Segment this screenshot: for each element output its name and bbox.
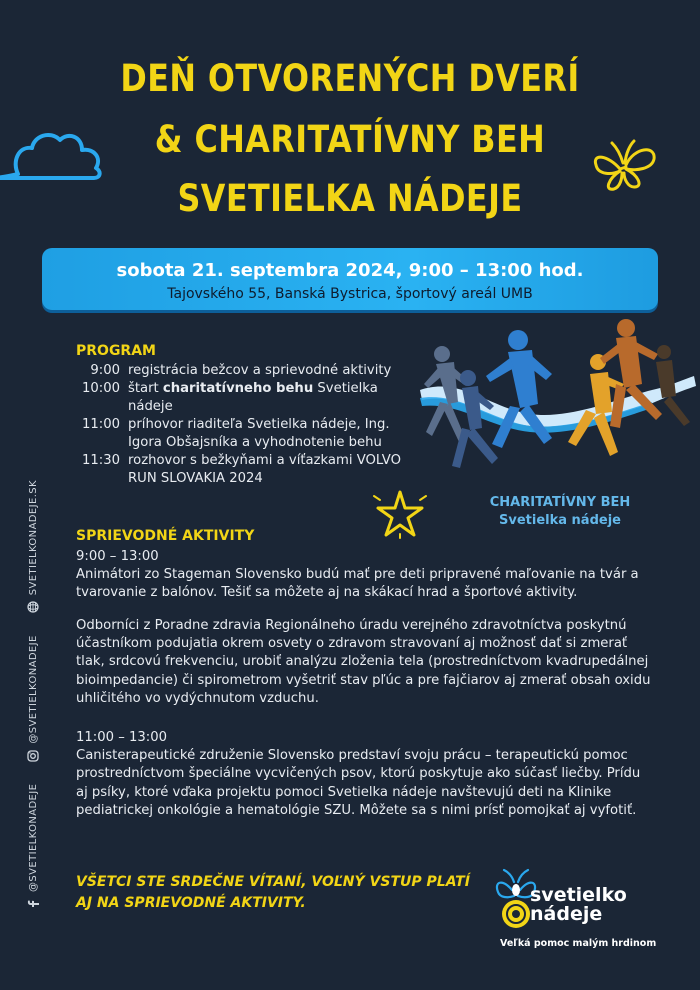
logo-tagline: Veľká pomoc malým hrdinom	[500, 938, 657, 949]
program-text-pre: štart	[128, 381, 163, 396]
program-text-post: Svetielka nádeje	[128, 381, 378, 414]
program-time: 9:00	[90, 363, 120, 378]
star-icon	[372, 488, 428, 540]
activities-text-2: Odborníci z Poradne zdravia Regionálneho úradu verejného zdravotníctva poskytnú účastníkom podujatia okrem osvety o zdravom stravovaní aj možnosť dať si zmerať tlak, srdcovú frekvenciu, urobiť analýzu zloženia tela (prostredníctvom kvadrupedálnej bioimpedancie) či spirometrom vyšetriť stav pľúc a pre fajčiarov aj zmerať obsah oxidu uhličitého vo vydýchnutom vzduchu.	[76, 618, 651, 706]
program-heading: PROGRAM	[76, 343, 156, 359]
event-location: Tajovského 55, Banská Bystrica, športový areál UMB	[167, 286, 533, 302]
activities-block-1	[76, 548, 656, 603]
social-strip	[22, 480, 44, 910]
program-list	[76, 362, 416, 488]
program-time: 10:00	[81, 381, 120, 396]
instagram-link[interactable]	[27, 635, 39, 761]
activities-time-1: 9:00 – 13:00	[76, 549, 159, 564]
run-caption	[470, 494, 650, 530]
activities-text-1: Animátori zo Stageman Slovensko budú mať pre deti pripravené maľovanie na tvár a tvarovanie z balónov. Tešiť sa môžete aj na skákací hrad a športové aktivity.	[76, 567, 639, 601]
run-caption-line-2: Svetielka nádeje	[499, 513, 621, 528]
instagram-icon	[27, 750, 39, 762]
program-text: príhovor riaditeľa Svetielka nádeje, Ing. Igora Obšajsníka a vyhodnotenie behu	[128, 417, 390, 450]
activities-heading: SPRIEVODNÉ AKTIVITY	[76, 528, 255, 544]
program-item	[76, 416, 416, 452]
logo-wordmark: svetielko nádeje	[530, 884, 627, 925]
title-line-3: SVETIELKA NÁDEJE	[177, 177, 523, 220]
title-line-2: & CHARITATÍVNY BEH	[154, 118, 546, 161]
globe-icon	[27, 601, 39, 613]
program-time: 11:00	[81, 417, 120, 432]
program-text: registrácia bežcov a sprievodné aktivity	[128, 363, 392, 378]
facebook-icon	[27, 898, 39, 910]
activities-time-3: 11:00 – 13:00	[76, 730, 167, 745]
activities-block-3	[76, 729, 656, 820]
program-time: 11:30	[81, 453, 120, 468]
program-text: rozhovor s bežkyňami a víťazkami VOLVO RUN SLOVAKIA 2024	[128, 453, 401, 486]
program-text	[128, 380, 416, 416]
svetielko-nadeje-logo	[492, 868, 672, 958]
facebook-link[interactable]	[27, 784, 39, 910]
cloud-icon	[0, 118, 112, 188]
closing-message: VŠETCI STE SRDEČNE VÍTANÍ, VOĽNÝ VSTUP PLATÍ AJ NA SPRIEVODNÉ AKTIVITY.	[76, 874, 470, 911]
facebook-handle: @SVETIELKONADEJE	[27, 783, 39, 892]
title-line-1: DEŇ OTVORENÝCH DVERÍ	[120, 57, 580, 100]
runners-illustration	[420, 318, 700, 488]
program-item	[76, 380, 416, 416]
activities-text-3: Canisterapeutické združenie Slovensko predstaví svoju prácu – terapeutickú pomoc prostredníctvom špeciálne vycvičených psov, ktorú poskytuje ako súčasť liečby. Prídu aj psíky, ktoré vďaka projektu pomoci Svetielka nádeje navštevujú deti na Klinike pediatrickej onkológie a hematológie SZU. Môžete sa s nimi prísť pomojkať aj vyfotiť.	[76, 748, 641, 818]
event-date-time: sobota 21. septembra 2024, 9:00 – 13:00 hod.	[116, 260, 584, 281]
instagram-handle: @SVETIELKONADEJE	[27, 635, 39, 744]
program-item	[76, 452, 416, 488]
program-item	[76, 362, 416, 380]
run-caption-line-1: CHARITATÍVNY BEH	[489, 495, 631, 510]
website-url: SVETIELKONADEJE.SK	[27, 480, 39, 596]
event-banner	[42, 248, 658, 310]
program-text-bold: charitatívneho behu	[162, 381, 314, 396]
butterfly-icon	[590, 135, 662, 195]
website-link[interactable]	[27, 480, 39, 613]
